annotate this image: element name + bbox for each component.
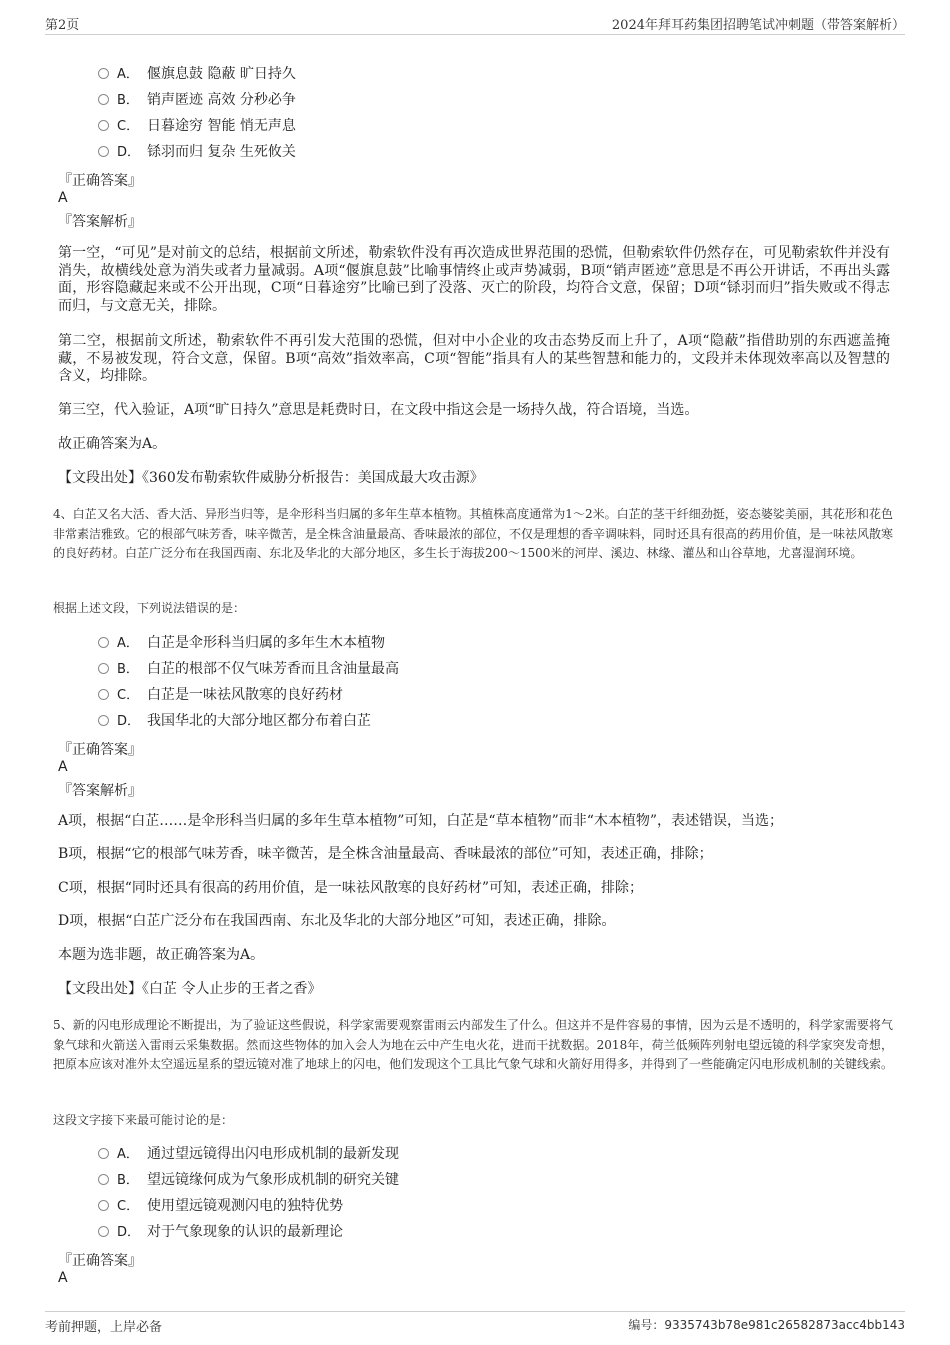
answer-label: 『正确答案』 [58,173,142,189]
answer-value: A [58,190,68,206]
page-footer [45,1311,905,1336]
radio-icon[interactable] [98,146,109,157]
answer-label: 『正确答案』 [58,1253,142,1269]
option-a[interactable]: A． 通过望远镜得出闪电形成机制的最新发现 [98,1141,399,1167]
question-prompt: 这段文字接下来最可能讨论的是： [53,1113,234,1127]
analysis-label: 『答案解析』 [58,214,142,230]
analysis-conclusion: 本题为选非题，故正确答案为A。 [58,947,265,963]
option-c[interactable]: C． 日暮途穷 智能 悄无声息 [98,113,296,139]
radio-icon[interactable] [98,689,109,700]
analysis-paragraph: A项，根据“白芷……是伞形科当归属的多年生草本植物”可知，白芷是“草本植物”而非“木本植物”，表述错误，当选； [58,813,784,829]
option-a[interactable]: A． 偃旗息鼓 隐蔽 旷日持久 [98,61,296,87]
q4-options [98,630,399,734]
q5-options [98,1141,399,1245]
question-text: 4、白芷又名大活、香大活、异形当归等，是伞形科当归属的多年生草本植物。其植株高度通常为1～2米。白芷的茎干纤细劲挺，姿态婆娑美丽，其花形和花色非常素洁雅致。它的根部气味芳香，味辛微苦，是全株含油量最高、香味最浓的部位，不仅是理想的香辛调味料，同时还具有很高的药用价值，是一味祛风散寒的良好药材。白芷广泛分布在我国西南、东北及华北的大部分地区，多生长于海拔200～1500米的河岸、溪边、林缘、灌丛和山谷草地，尤喜湿润环境。 [53,507,894,560]
radio-icon[interactable] [98,715,109,726]
question-text: 5、新的闪电形成理论不断提出，为了验证这些假说，科学家需要观察雷雨云内部发生了什么。但这并不是件容易的事情，因为云是不透明的，科学家需要将气象气球和火箭送入雷雨云采集数据。然而这些物体的加入会人为地在云中产生电火花，进而干扰数据。2018年，荷兰低频阵列射电望远镜的科学家突发奇想，把原本应该对准外太空遥远星系的望远镜对准了地球上的闪电，他们发现这个工具比气象气球和火箭好用得多，并得到了一些能确定闪电形成机制的关键线索。 [53,1018,894,1071]
answer-value: A [58,759,68,775]
option-b[interactable]: B． 销声匿迹 高效 分秒必争 [98,87,296,113]
q3-options [98,61,296,165]
analysis-paragraph: 第三空，代入验证，A项“旷日持久”意思是耗费时日，在文段中指这会是一场持久战，符合语境，当选。 [58,402,699,418]
analysis-paragraph: B项，根据“它的根部气味芳香，味辛微苦，是全株含油量最高、香味最浓的部位”可知，表述正确，排除； [58,846,713,862]
option-d[interactable]: D． 我国华北的大部分地区都分布着白芷 [98,708,399,734]
analysis-paragraph: D项，根据“白芷广泛分布在我国西南、东北及华北的大部分地区”可知，表述正确，排除。 [58,913,616,929]
analysis-paragraph: C项，根据“同时还具有很高的药用价值，是一味祛风散寒的良好药材”可知，表述正确，排除； [58,880,644,896]
answer-label: 『正确答案』 [58,742,142,758]
radio-icon[interactable] [98,120,109,131]
radio-icon[interactable] [98,663,109,674]
radio-icon[interactable] [98,1200,109,1211]
radio-icon[interactable] [98,1148,109,1159]
radio-icon[interactable] [98,637,109,648]
radio-icon[interactable] [98,1226,109,1237]
analysis-paragraph: 第二空，根据前文所述，勒索软件不再引发大范围的恐慌，但对中小企业的攻击态势反而上升了，A项“隐蔽”指借助别的东西遮盖掩藏，不易被发现，符合文意，保留。B项“高效”指效率高，C项“智能”指具有人的某些智慧和能力的，文段并未体现效率高以及智慧的含义，均排除。 [58,333,890,384]
analysis-conclusion: 故正确答案为A。 [58,436,167,452]
analysis-label: 『答案解析』 [58,783,142,799]
option-d[interactable]: D． 铩羽而归 复杂 生死攸关 [98,139,296,165]
analysis-paragraph: 第一空，“可见”是对前文的总结，根据前文所述，勒索软件没有再次造成世界范围的恐慌，但勒索软件仍然存在，可见勒索软件并没有消失，故横线处意为消失或者力量减弱。A项“偃旗息鼓”比喻事情终止或声势减弱，B项“销声匿迹”意思是不再公开讲话，不再出头露面，形容隐藏起来或不公开出现，C项“日暮途穷”比喻已到了没落、灭亡的阶段，均符合文意，保留；D项“铩羽而归”指失败或不得志而归，与文意无关，排除。 [58,245,890,314]
option-c[interactable]: C． 白芷是一味祛风散寒的良好药材 [98,682,399,708]
option-b[interactable]: B． 望远镜缘何成为气象形成机制的研究关键 [98,1167,399,1193]
source-citation: 【文段出处】《白芷 令人止步的王者之香》 [58,981,322,997]
radio-icon[interactable] [98,68,109,79]
page-number: 第2页 [45,18,80,33]
option-a[interactable]: A． 白芷是伞形科当归属的多年生木本植物 [98,630,399,656]
option-b[interactable]: B． 白芷的根部不仅气味芳香而且含油量最高 [98,656,399,682]
page-header [45,12,905,35]
radio-icon[interactable] [98,1174,109,1185]
option-c[interactable]: C． 使用望远镜观测闪电的独特优势 [98,1193,399,1219]
footer-slogan: 考前押题，上岸必备 [45,1320,163,1335]
option-d[interactable]: D． 对于气象现象的认识的最新理论 [98,1219,399,1245]
source-citation: 【文段出处】《360发布勒索软件威胁分析报告：美国成最大攻击源》 [58,470,484,486]
document-code: 编号：9335743b78e981c26582873acc4bb143 [628,1318,905,1332]
question-prompt: 根据上述文段，下列说法错误的是： [53,601,246,615]
document-title: 2024年拜耳药集团招聘笔试冲刺题（带答案解析） [611,18,905,33]
radio-icon[interactable] [98,94,109,105]
answer-value: A [58,1270,68,1286]
